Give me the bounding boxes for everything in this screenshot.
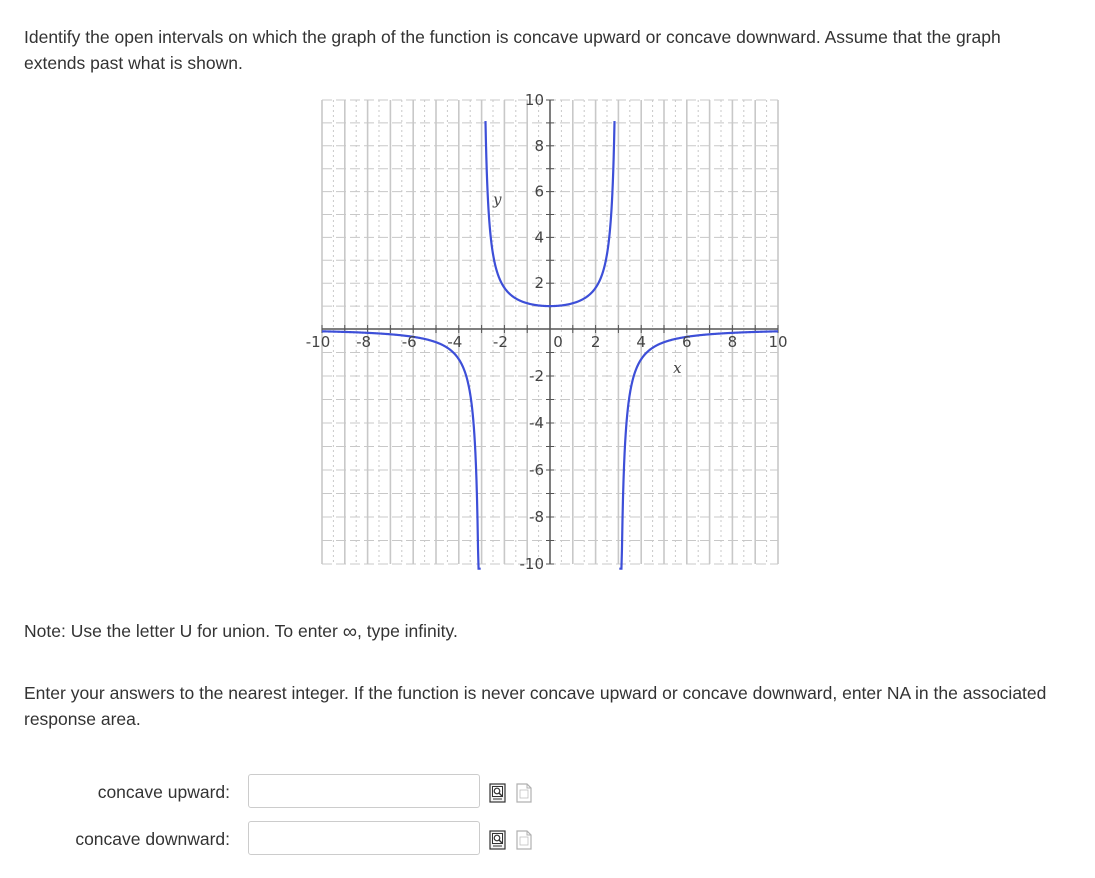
y-tick-label: -6 (529, 461, 544, 479)
concave-upward-label: concave upward: (97, 782, 230, 802)
syntax-help-icon[interactable] (515, 781, 533, 803)
preview-icon[interactable] (489, 828, 507, 850)
x-tick-label: -6 (401, 333, 417, 351)
note-text-after: , type infinity. (357, 621, 458, 641)
x-axis-label: x (673, 359, 682, 377)
concave-upward-input[interactable] (248, 774, 480, 808)
y-tick-label: 4 (534, 228, 544, 247)
y-tick-label: 2 (534, 274, 544, 293)
x-tick-label: 8 (727, 333, 738, 351)
note-text (24, 618, 458, 645)
x-tick-label: 0 (553, 333, 563, 351)
x-tick-label: 2 (590, 333, 601, 351)
y-tick-label: -4 (529, 414, 544, 432)
x-tick-label: -2 (492, 333, 508, 351)
note-text-before: Note: Use the letter U for union. To enter (24, 621, 343, 641)
x-tick-label: 6 (682, 333, 692, 351)
y-axis-label: y (493, 190, 502, 209)
x-tick-label: 4 (636, 333, 646, 351)
infinity-symbol: ∞ (342, 621, 357, 643)
function-graph (300, 90, 800, 570)
y-tick-label: 8 (534, 136, 544, 155)
x-tick-label: -4 (447, 333, 463, 351)
syntax-help-icon[interactable] (515, 828, 533, 850)
y-tick-label: -10 (519, 555, 544, 570)
y-tick-label: -8 (529, 508, 544, 526)
x-tick-label: -8 (356, 333, 372, 351)
x-tick-label: 10 (768, 333, 788, 351)
concave-downward-label: concave downward: (75, 829, 230, 849)
y-tick-label: 6 (534, 182, 544, 201)
x-tick-label: -10 (305, 333, 331, 351)
y-tick-label: -2 (529, 367, 544, 385)
preview-icon[interactable] (489, 781, 507, 803)
y-tick-label: 10 (524, 91, 544, 109)
concave-downward-input[interactable] (248, 821, 480, 855)
question-prompt: Identify the open intervals on which the graph of the function is concave upward or concave downward. Assume that the graph extends past what is shown. (24, 27, 1001, 73)
graph-labels (306, 91, 788, 570)
instructions-text: Enter your answers to the nearest integer. If the function is never concave upward or concave downward, enter NA in the associated response area. (24, 683, 1047, 729)
